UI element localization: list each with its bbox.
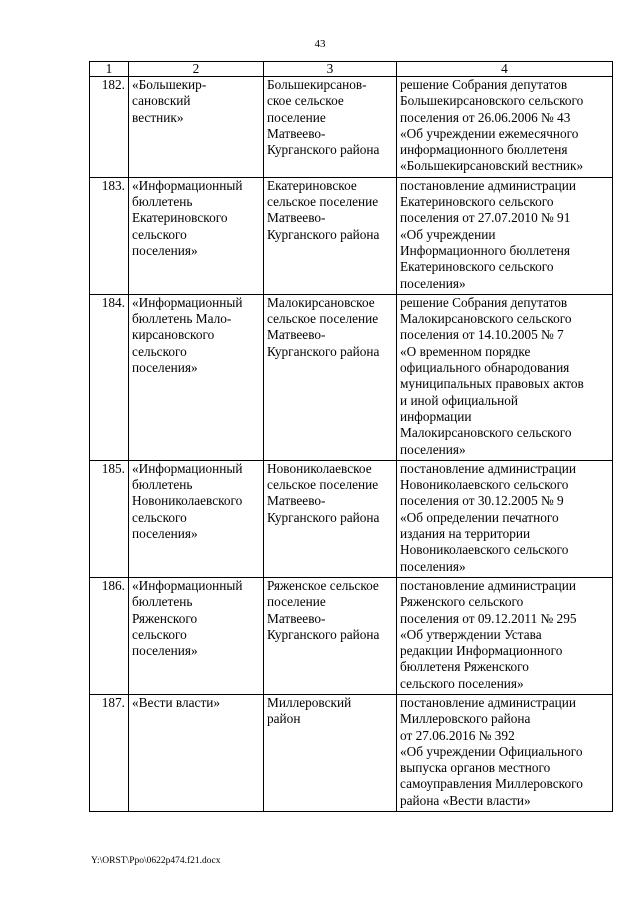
title-line: бюллетень [132, 594, 193, 610]
cell-act [397, 694, 613, 811]
region-line: Матвеево- [267, 493, 326, 509]
cell-region [264, 694, 397, 811]
row-number: 186. [90, 577, 129, 694]
act-line: постановление администрации [400, 694, 576, 710]
region-line: Курганского района [267, 626, 380, 642]
row-number: 184. [90, 294, 129, 460]
act-line: района «Вести власти» [400, 792, 531, 808]
region-line: Большекирсанов- [267, 77, 367, 92]
title-line: поселения» [132, 643, 198, 659]
title-line: сановский [132, 93, 191, 109]
cell-region [264, 177, 397, 294]
act-line: Информационного бюллетеня [400, 242, 570, 258]
cell-act [397, 577, 613, 694]
act-line: бюллетеня Ряженского [400, 659, 529, 675]
region-line: Малокирсановское [267, 294, 375, 310]
act-line: Малокирсановского сельского [400, 311, 572, 327]
act-line: поселения» [400, 275, 466, 291]
row-number: 183. [90, 177, 129, 294]
column-header: 4 [397, 62, 613, 77]
title-line: поселения» [132, 360, 198, 376]
cell-title [129, 694, 264, 811]
cell-title [129, 577, 264, 694]
title-line: «Информационный [132, 294, 243, 310]
act-line: информации [400, 408, 472, 424]
table-row [90, 77, 613, 178]
act-line: поселения от 27.07.2010 № 91 [400, 210, 571, 226]
cell-region [264, 294, 397, 460]
cell-title [129, 77, 264, 178]
act-line: постановление администрации [400, 577, 576, 593]
act-line: поселения от 30.12.2005 № 9 [400, 493, 564, 509]
cell-act [397, 77, 613, 178]
act-line: поселения от 26.06.2006 № 43 [400, 109, 571, 125]
title-line: сельского [132, 226, 187, 242]
title-line: «Информационный [132, 577, 243, 593]
act-line: «О временном порядке [400, 343, 531, 359]
region-line: ское сельское [267, 93, 344, 109]
region-line: Курганского района [267, 226, 380, 242]
region-line: поселение [267, 109, 326, 125]
act-line: самоуправления Миллеровского [400, 776, 583, 792]
act-line: Новониколаевского сельского [400, 542, 569, 558]
region-line: район [267, 711, 301, 727]
title-line: поселения» [132, 526, 198, 542]
column-header: 3 [264, 62, 397, 77]
title-line: «Большекир- [132, 77, 207, 92]
table-row [90, 177, 613, 294]
act-line: «Об утверждении Устава [400, 626, 542, 642]
act-line: редакции Информационного [400, 643, 563, 659]
row-number: 182. [90, 77, 129, 178]
act-line: поселения от 14.10.2005 № 7 [400, 327, 564, 343]
act-line: и иной официальной [400, 392, 518, 408]
act-line: издания на территории [400, 526, 531, 542]
cell-act [397, 177, 613, 294]
act-line: поселения» [400, 558, 466, 574]
act-line: муниципальных правовых актов [400, 376, 584, 392]
table-row [90, 694, 613, 811]
act-line: от 27.06.2016 № 392 [400, 727, 515, 743]
act-line: Новониколаевского сельского [400, 477, 569, 493]
region-line: Новониколаевское [267, 460, 372, 476]
row-number: 185. [90, 460, 129, 577]
table-row [90, 460, 613, 577]
act-line: решение Собрания депутатов [400, 77, 568, 92]
title-line: кирсановского [132, 327, 215, 343]
act-line: информационного бюллетеня [400, 142, 568, 158]
title-line: «Информационный [132, 460, 243, 476]
act-line: Миллеровского района [400, 711, 531, 727]
column-header: 2 [129, 62, 264, 77]
file-path: Y:\ORST\Ppo\0622p474.f21.docx [91, 856, 221, 866]
act-line: выпуска органов местного [400, 760, 551, 776]
page-number: 43 [314, 38, 326, 50]
act-line: постановление администрации [400, 177, 576, 193]
cell-act [397, 294, 613, 460]
cell-title [129, 294, 264, 460]
region-line: сельское поселение [267, 194, 379, 210]
region-line: Курганского района [267, 509, 380, 525]
act-line: официального обнародования [400, 360, 570, 376]
cell-region [264, 77, 397, 178]
title-line: бюллетень Мало- [132, 311, 232, 327]
title-line: Екатериновского [132, 210, 228, 226]
region-line: поселение [267, 594, 326, 610]
table-row [90, 577, 613, 694]
title-line: вестник» [132, 109, 184, 125]
table-row [90, 294, 613, 460]
region-line: Курганского района [267, 142, 380, 158]
cell-act [397, 460, 613, 577]
cell-region [264, 460, 397, 577]
act-line: Екатериновского сельского [400, 259, 554, 275]
act-line: Большекирсановского сельского [400, 93, 584, 109]
title-line: бюллетень [132, 194, 193, 210]
act-line: «Большекирсановский вестник» [400, 158, 584, 174]
region-line: Матвеево- [267, 210, 326, 226]
publications-table [89, 61, 613, 812]
title-line: «Информационный [132, 177, 243, 193]
act-line: «Об учреждении ежемесячного [400, 125, 579, 141]
act-line: постановление администрации [400, 460, 576, 476]
title-line: Ряженского [132, 610, 198, 626]
act-line: «Об учреждении [400, 226, 496, 242]
table-header [90, 62, 613, 77]
cell-title [129, 460, 264, 577]
header-row [90, 62, 613, 77]
region-line: Матвеево- [267, 610, 326, 626]
act-line: поселения от 09.12.2011 № 295 [400, 610, 577, 626]
region-line: сельское поселение [267, 477, 379, 493]
act-line: «Об определении печатного [400, 509, 559, 525]
title-line: Новониколаевского [132, 493, 243, 509]
table-body [90, 77, 613, 812]
cell-title [129, 177, 264, 294]
region-line: Матвеево- [267, 125, 326, 141]
act-line: поселения» [400, 441, 466, 457]
region-line: Миллеровский [267, 694, 352, 710]
row-number: 187. [90, 694, 129, 811]
cell-region [264, 577, 397, 694]
act-line: сельского поселения» [400, 675, 524, 691]
title-line: поселения» [132, 242, 198, 258]
region-line: Ряженское сельское [267, 577, 379, 593]
column-header: 1 [90, 62, 129, 77]
act-line: Ряженского сельского [400, 594, 524, 610]
title-line: сельского [132, 626, 187, 642]
act-line: «Об учреждении Официального [400, 743, 583, 759]
title-line: бюллетень [132, 477, 193, 493]
title-line: сельского [132, 509, 187, 525]
title-line: «Вести власти» [132, 694, 221, 710]
act-line: решение Собрания депутатов [400, 294, 568, 310]
title-line: сельского [132, 343, 187, 359]
act-line: Екатериновского сельского [400, 194, 554, 210]
region-line: сельское поселение [267, 311, 379, 327]
region-line: Екатериновское [267, 177, 357, 193]
act-line: Малокирсановского сельского [400, 425, 572, 441]
region-line: Матвеево- [267, 327, 326, 343]
region-line: Курганского района [267, 343, 380, 359]
